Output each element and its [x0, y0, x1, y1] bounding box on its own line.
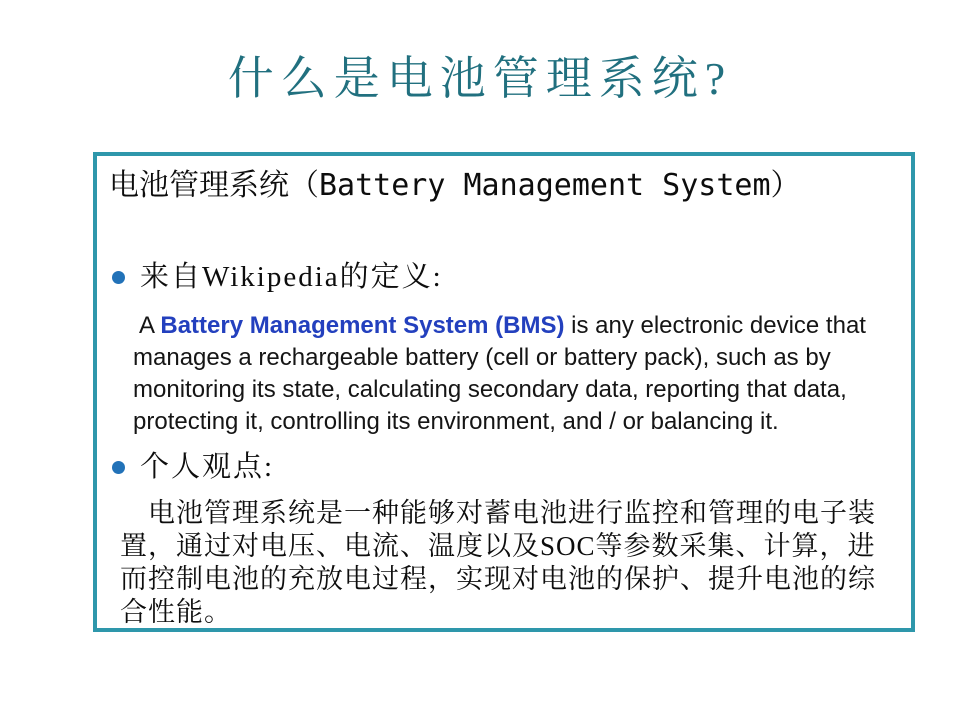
slide-title: 什么是电池管理系统?: [227, 53, 733, 104]
paragraph-highlight-bms: Battery Management System (BMS): [160, 312, 565, 339]
bullet-dot-icon: [112, 271, 125, 284]
box-header: 电池管理系统（Battery Management System）: [109, 168, 801, 203]
bullet-dot-icon: [112, 461, 125, 474]
paragraph-personal-view: 电池管理系统是一种能够对蓄电池进行监控和管理的电子装置，通过对电压、电流、温度以及SOC等参数采集、计算，进而控制电池的充放电过程，实现对电池的保护、提升电池的综合性能。: [120, 498, 876, 627]
paragraph-prefix: A: [139, 312, 161, 339]
paragraph-rest: is any electronic device that manages a rechargeable battery (cell or battery pack), such as by monitoring its state, calculating secondary data, reporting that data, protecting it, controlling its environment, and / or balancing it.: [133, 312, 866, 435]
content-box: [93, 152, 915, 632]
bullet-label-wikipedia: 来自Wikipedia的定义:: [140, 261, 443, 293]
paragraph-bms-definition: [133, 310, 889, 438]
bullet-label-personal-view: 个人观点:: [140, 451, 275, 483]
bullet-item-wikipedia: [97, 256, 911, 298]
bullet-item-personal-view: [97, 446, 911, 488]
